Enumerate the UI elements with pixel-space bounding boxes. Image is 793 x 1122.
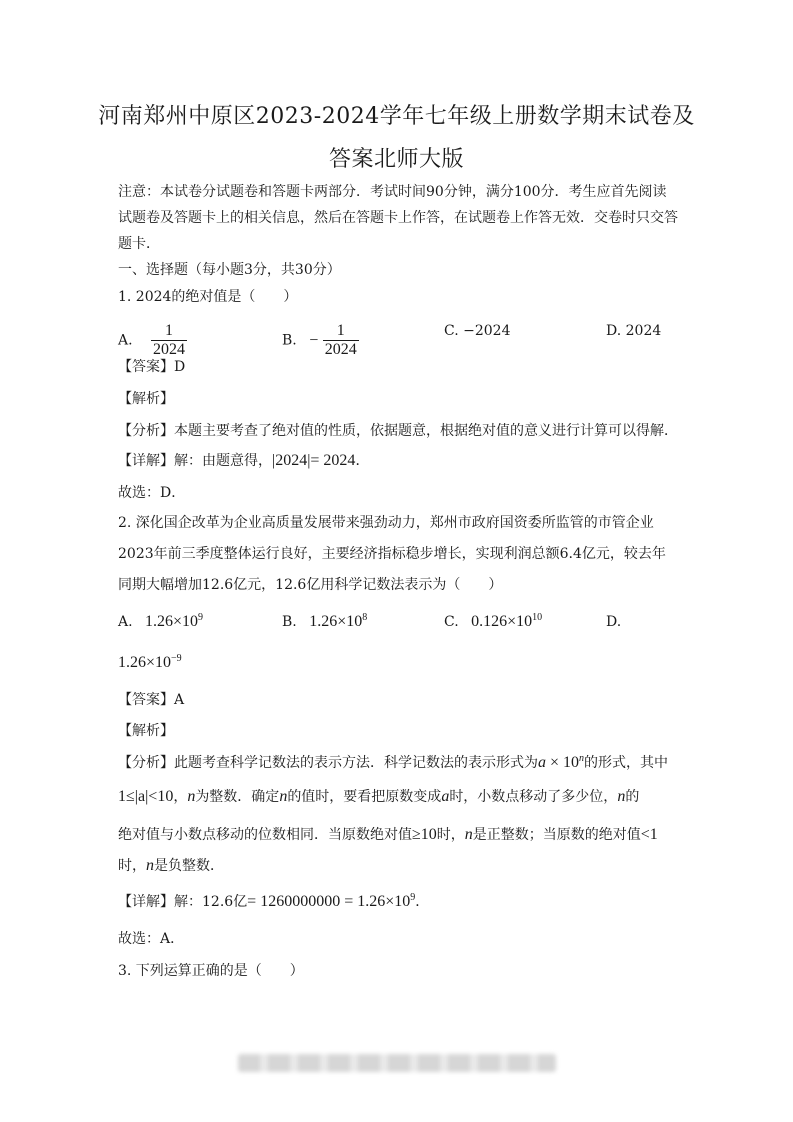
q1-jiexi: 【解析】 xyxy=(118,391,174,407)
text: 时， xyxy=(436,827,465,843)
q2-jiexi: 【解析】 xyxy=(118,723,174,739)
q2-fenxi-line-2 xyxy=(118,788,639,806)
math-var: n xyxy=(146,857,154,874)
option-label: B. xyxy=(282,614,297,630)
detail-tag: 【详解】 xyxy=(118,453,174,469)
text: 的值时，要看把原数变成 xyxy=(287,789,442,805)
exponent: 8 xyxy=(362,612,368,623)
q1-fenxi xyxy=(118,422,678,440)
numerator: 1 xyxy=(323,322,359,341)
q1-option-c: C. −2024 xyxy=(444,323,511,339)
math-text: = 1260000000 = 1.26×10 xyxy=(247,893,411,910)
q2-detail xyxy=(118,893,429,911)
option-label: A. xyxy=(118,614,133,630)
math-text: 1≤|a|<10 xyxy=(118,788,174,805)
math-var: n xyxy=(617,788,626,805)
notice-line-2: 试题卷及答题卡上的相关信息，然后在答题卡上作答，在试题卷上作答无效．交卷时只交答 xyxy=(118,210,678,226)
detail-end: ． xyxy=(355,453,370,469)
math-text: ≥10 xyxy=(412,826,437,843)
detail-text: 解：12.6亿 xyxy=(174,894,248,910)
fraction xyxy=(151,322,187,359)
fenxi-tag: 【分析】 xyxy=(118,755,174,771)
numerator: 1 xyxy=(151,322,187,341)
minus-sign: − xyxy=(309,331,319,349)
exponent: n xyxy=(579,753,585,764)
q2-stem-line-3: 同期大幅增加12.6亿元，12.6亿用科学记数法表示为（ ） xyxy=(118,577,503,593)
base: 1.26×10 xyxy=(118,654,172,671)
text: 的 xyxy=(625,789,640,805)
detail-math xyxy=(247,893,415,910)
exponent: 9 xyxy=(198,612,204,623)
text: 绝对值与小数点移动的位数相同．当原数绝对值 xyxy=(118,827,412,843)
q2-option-c xyxy=(444,613,542,631)
text: ， xyxy=(173,789,188,805)
exponent: 9 xyxy=(410,892,416,903)
option-label: A. xyxy=(118,332,133,349)
q1-detail xyxy=(118,452,369,470)
blurred-footer-watermark xyxy=(238,1054,556,1072)
fenxi-text: 本题主要考查了绝对值的性质，依据题意，根据绝对值的意义进行计算可以得解． xyxy=(174,423,678,439)
exponent: 10 xyxy=(532,612,543,623)
q2-option-d-value xyxy=(118,654,182,672)
option-value xyxy=(118,654,182,671)
text: 时， xyxy=(118,858,146,874)
question-1-stem: 1. 2024的绝对值是（ ） xyxy=(118,289,298,305)
q1-option-a xyxy=(118,322,187,359)
base: 0.126×10 xyxy=(471,613,533,630)
text: 的形式，其中 xyxy=(584,755,669,771)
q2-option-a xyxy=(118,613,203,631)
math-var: a xyxy=(538,754,546,771)
denominator: 2024 xyxy=(153,341,186,358)
option-label: B. xyxy=(282,332,297,349)
option-label: C. xyxy=(444,614,459,630)
exponent: −9 xyxy=(171,653,182,664)
document-title-line1: 河南郑州中原区2023-2024学年七年级上册数学期末试卷及 xyxy=(98,104,695,129)
q2-choice: 故选：A． xyxy=(118,931,185,947)
q1-choice: 故选：D． xyxy=(118,485,186,501)
text: 是负整数． xyxy=(154,858,224,874)
q2-option-b xyxy=(282,613,367,631)
option-value xyxy=(471,613,542,630)
notice-line-3: 题卡． xyxy=(118,236,160,252)
section-heading: 一、选择题（每小题3分，共30分） xyxy=(118,262,341,278)
fenxi-tag: 【分析】 xyxy=(118,423,174,439)
notice-line-1: 注意：本试卷分试题卷和答题卡两部分．考试时间90分钟，满分100分．考生应首先阅读 xyxy=(118,184,667,200)
detail-math: |2024|= 2024 xyxy=(272,452,356,469)
q2-fenxi-line-4 xyxy=(118,857,224,875)
text: 为整数．确定 xyxy=(195,789,280,805)
q2-option-d: D. xyxy=(606,614,622,630)
q2-stem-line-1: 2. 深化国企改革为企业高质量发展带来强劲动力，郑州市政府国资委所监管的市管企业 xyxy=(118,515,654,531)
base: 1.26×10 xyxy=(309,613,363,630)
q1-option-b xyxy=(282,322,359,359)
document-title-line2: 答案北师大版 xyxy=(328,147,464,172)
option-value xyxy=(145,613,203,630)
detail-end: ． xyxy=(415,894,430,910)
math-var: n xyxy=(279,788,288,805)
q1-answer: 【答案】D xyxy=(118,359,186,375)
detail-text: 解：由题意得， xyxy=(174,453,272,469)
math-text: × 10 xyxy=(546,754,580,771)
q2-stem-line-2: 2023年前三季度整体运行良好，主要经济指标稳步增长，实现利润总额6.4亿元，较去年 xyxy=(118,546,666,562)
q1-option-d: D. 2024 xyxy=(606,323,662,339)
fraction xyxy=(323,322,359,359)
q3-stem: 3. 下列运算正确的是（ ） xyxy=(118,963,304,979)
math-var: a xyxy=(441,788,450,805)
detail-tag: 【详解】 xyxy=(118,894,174,910)
base: 1.26×10 xyxy=(145,613,199,630)
text: 此题考查科学记数法的表示方法．科学记数法的表示形式为 xyxy=(174,755,538,771)
math-var: n xyxy=(464,826,473,843)
math-var: n xyxy=(187,788,196,805)
denominator: 2024 xyxy=(324,341,357,358)
q2-fenxi-line-3 xyxy=(118,826,658,844)
q2-fenxi-line-1 xyxy=(118,754,668,772)
option-value xyxy=(309,613,367,630)
q2-answer: 【答案】A xyxy=(118,692,185,708)
text: 是正整数；当原数的绝对值 xyxy=(472,827,641,843)
math-power xyxy=(546,754,584,771)
math-text: <1 xyxy=(640,826,658,843)
text: 时，小数点移动了多少位， xyxy=(449,789,618,805)
